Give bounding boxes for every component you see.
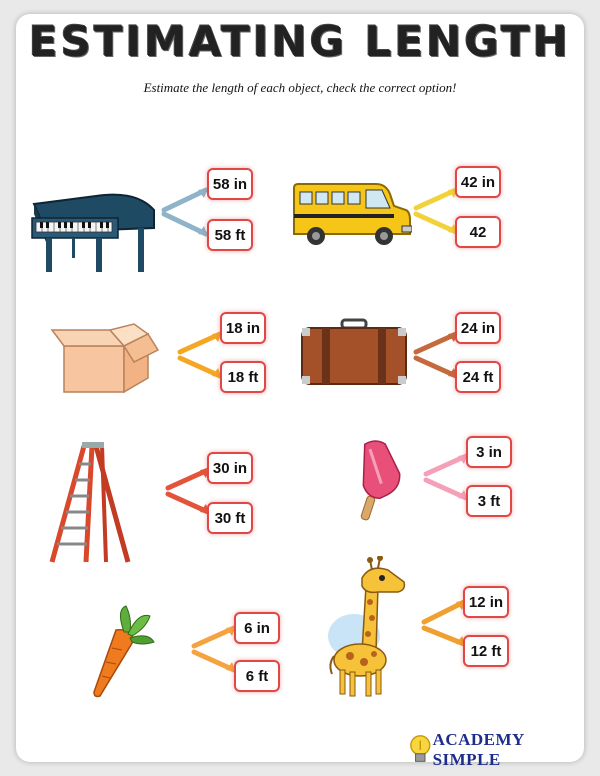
carrot-icon [86,604,156,700]
box-arrows [176,328,226,384]
piano-option-2[interactable]: 58 ft [207,219,253,251]
carrot-option-2[interactable]: 6 ft [234,660,280,692]
box-icon [48,322,160,394]
suitcase-icon [298,318,410,390]
box-option-1[interactable]: 18 in [220,312,266,344]
page-title: ESTIMATING LENGTH [29,17,571,66]
piano-icon [26,182,158,276]
popsicle-icon [356,438,402,522]
school-bus-icon [290,180,412,248]
giraffe-icon [326,556,412,700]
giraffe-option-1[interactable]: 12 in [463,586,509,618]
suitcase-option-1[interactable]: 24 in [455,312,501,344]
piano-arrows [160,184,212,240]
instruction-text: Estimate the length of each object, check the correct option! [143,80,457,95]
ladder-option-2[interactable]: 30 ft [207,502,253,534]
popsicle-arrows [422,450,472,506]
carrot-arrows [190,622,240,678]
piano-option-1[interactable]: 58 in [207,168,253,200]
lightbulb-icon [408,732,433,768]
popsicle-option-1[interactable]: 3 in [466,436,512,468]
popsicle-option-2[interactable]: 3 ft [466,485,512,517]
bus-option-1[interactable]: 42 in [455,166,501,198]
ladder-option-1[interactable]: 30 in [207,452,253,484]
academy-simple-logo [408,730,588,770]
ladder-icon [46,442,136,566]
carrot-option-1[interactable]: 6 in [234,612,280,644]
box-option-2[interactable]: 18 ft [220,361,266,393]
logo-text: ACADEMY SIMPLE [432,730,525,769]
giraffe-option-2[interactable]: 12 ft [463,635,509,667]
bus-option-2[interactable]: 42 [455,216,501,248]
suitcase-option-2[interactable]: 24 ft [455,361,501,393]
